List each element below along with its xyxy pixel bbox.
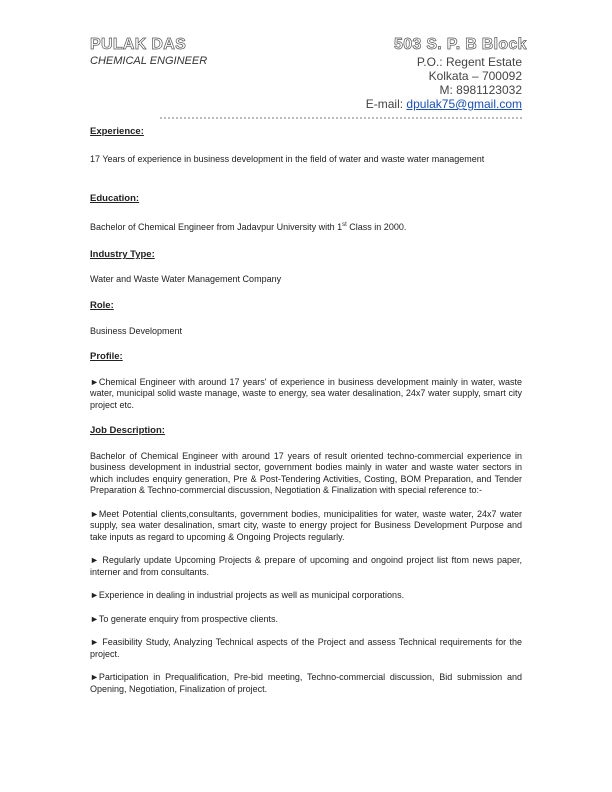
- education-text-end: Class in 2000.: [346, 221, 407, 232]
- email-label: E-mail:: [365, 97, 404, 111]
- list-item: ► Feasibility Study, Analyzing Technical aspects of the Project and assess Technical requirements for the project.: [90, 637, 522, 659]
- experience-heading: Experience:: [90, 126, 144, 137]
- address-line-1: 503 S. P. B Block: [394, 36, 527, 53]
- role-heading: Role:: [90, 300, 114, 311]
- resume-content: [90, 126, 522, 695]
- candidate-name: PULAK DAS: [90, 36, 187, 53]
- phone-number: M: 8981123032: [439, 83, 522, 97]
- list-item: ►Participation in Prequalification, Pre-bid meeting, Techno-commercial discussion, Bid submission and Opening, Negotiation, Finalization of project.: [90, 672, 522, 694]
- email-link[interactable]: dpulak75@gmail.com: [406, 97, 522, 111]
- experience-text: 17 Years of experience in business development in the field of water and waste water management: [90, 153, 485, 164]
- address-line-3: Kolkata – 700092: [428, 69, 522, 83]
- education-heading: Education:: [90, 193, 140, 204]
- list-item: ►Experience in dealing in industrial projects as well as municipal corporations.: [90, 590, 405, 600]
- education-superscript: st: [342, 221, 347, 228]
- role-text: Business Development: [90, 325, 183, 336]
- job-description-heading: Job Description:: [90, 425, 165, 436]
- profile-heading: Profile:: [90, 351, 123, 362]
- industry-heading: Industry Type:: [90, 249, 155, 260]
- education-text: [90, 220, 522, 234]
- address-line-2: P.O.: Regent Estate: [416, 55, 522, 69]
- list-item: ►Meet Potential clients,consultants, government bodies, municipalities for water, waste water, 24x7 water supply, sea water desalination, smart city, waste to energy project for Business Development Purpose and take inputs as regard to upcoming & Ongoing Projects regularly.: [90, 508, 522, 542]
- industry-text: Water and Waste Water Management Company: [90, 273, 282, 284]
- email-line: [366, 97, 522, 111]
- list-item: ►To generate enquiry from prospective clients.: [90, 613, 278, 624]
- education-text-main: Bachelor of Chemical Engineer from Jadavpur University with 1: [90, 221, 343, 232]
- candidate-title: CHEMICAL ENGINEER: [90, 55, 208, 67]
- job-description-intro: Bachelor of Chemical Engineer with around 17 years of result oriented techno-commercial experience in business development in industrial sector, government bodies mainly in water and waste water sectors in which includes enquiry generation, Pre & Post-Tendering Activities, Costing, BOM Preparation, and Tender Preparation & Techno-commercial discussion, Negotiation & Finalization with special reference to:-: [90, 450, 522, 495]
- contact-block: [366, 55, 522, 111]
- header-divider: [160, 117, 522, 119]
- list-item: ► Regularly update Upcoming Projects & prepare of upcoming and ongoind project list ftom news paper, interner and from consultants.: [90, 555, 522, 577]
- profile-text: ►Chemical Engineer with around 17 years' of experience in business development mainly in water, waste water, municipal solid waste manage, waste to energy, sea water desalination, 24x7 water supply, smart city project etc.: [90, 376, 522, 410]
